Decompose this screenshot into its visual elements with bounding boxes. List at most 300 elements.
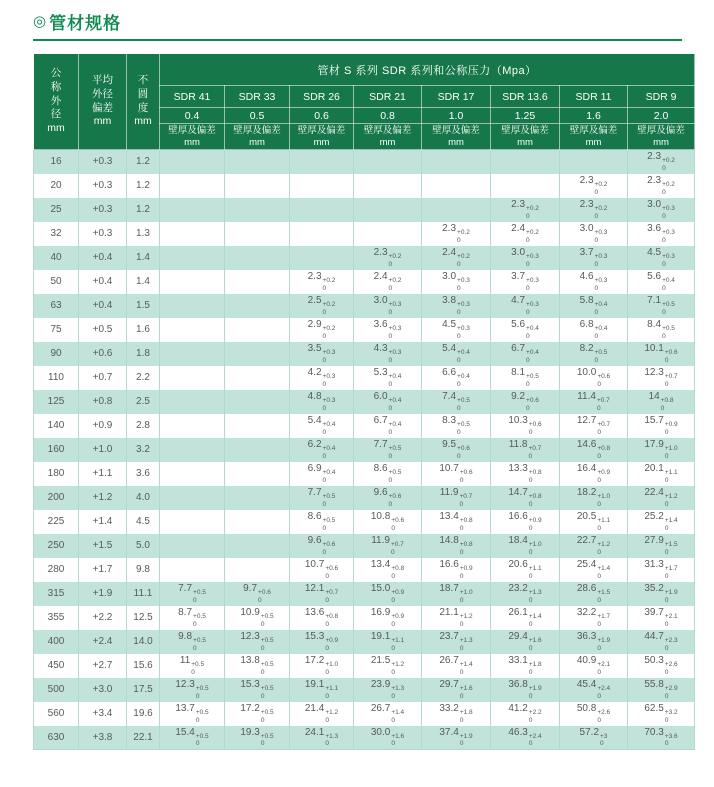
ovality-cell: 4.5 <box>127 510 160 534</box>
tolerance-stack <box>597 589 610 604</box>
wall-thickness-cell <box>354 534 422 558</box>
tolerance-lower: 0 <box>193 620 197 628</box>
tolerance-lower: 0 <box>325 596 329 604</box>
tolerance-lower: 0 <box>322 476 327 484</box>
wall-value: 2.3 <box>442 223 457 235</box>
tolerance-lower: 0 <box>600 740 604 748</box>
tolerance-stack <box>460 541 473 556</box>
tolerance-lower: 0 <box>528 452 533 460</box>
wall-thickness-cell <box>491 174 560 198</box>
tolerance-stack <box>595 277 608 292</box>
tolerance-upper: +0.6 <box>597 373 611 381</box>
wall-value: 9.6 <box>307 535 322 547</box>
tolerance-lower: 0 <box>457 404 461 412</box>
tolerance-upper: +0.2 <box>322 277 336 285</box>
tolerance-stack <box>457 253 470 268</box>
tolerance-stack <box>389 325 402 340</box>
tolerance-stack <box>323 541 336 556</box>
wall-thickness-cell <box>560 510 628 534</box>
tolerance-stack <box>665 541 678 556</box>
wall-value: 15.0 <box>370 583 391 595</box>
tolerance-stack <box>526 277 539 292</box>
tolerance-stack <box>391 589 404 604</box>
tolerance-lower: 0 <box>260 644 265 652</box>
wall-value: 13.4 <box>439 511 459 523</box>
tolerance-stack <box>526 253 539 268</box>
tolerance-upper: +1.7 <box>597 613 611 621</box>
wall-thickness-cell <box>160 702 225 726</box>
wall-thickness-cell <box>225 606 290 630</box>
deviation-cell: +1.9 <box>79 582 127 606</box>
tolerance-upper: +0.4 <box>322 469 336 477</box>
wall-thickness-cell <box>354 246 422 270</box>
dn-cell: 32 <box>34 222 79 246</box>
double-circle-bullet-icon: ◎ <box>33 12 47 30</box>
deviation-cell: +1.5 <box>79 534 127 558</box>
wall-value: 3.0 <box>511 247 526 259</box>
tolerance-stack <box>526 325 539 340</box>
wall-value: 2.3 <box>579 175 594 187</box>
tolerance-upper: +0.7 <box>664 373 678 381</box>
wall-thickness-cell <box>290 150 354 174</box>
tolerance-stack <box>325 709 338 724</box>
wall-thickness-cell <box>560 630 628 654</box>
wall-value: 3.0 <box>373 295 388 307</box>
wall-value: 15.3 <box>240 679 260 691</box>
wall-thickness-cell <box>354 726 422 750</box>
tolerance-upper: +2.6 <box>664 661 678 669</box>
wall-value: 7.1 <box>647 295 662 307</box>
tolerance-upper: +0.9 <box>528 517 542 525</box>
tolerance-upper: +0.3 <box>457 277 470 285</box>
wall-value: 19.3 <box>240 726 260 738</box>
tolerance-lower: 0 <box>597 548 601 556</box>
wall-thickness-cell <box>225 198 290 222</box>
tolerance-upper: +0.3 <box>662 229 675 237</box>
ovality-cell: 1.2 <box>127 174 160 198</box>
wall-value: 13.6 <box>304 607 325 619</box>
tolerance-lower: 0 <box>322 308 327 316</box>
wall-thickness-cell <box>491 486 560 510</box>
tolerance-lower: 0 <box>391 524 395 532</box>
wall-thickness-cell <box>290 438 354 462</box>
header-line: 壁厚及偏差 <box>297 124 346 136</box>
tolerance-upper: +0.2 <box>322 301 336 309</box>
tolerance-lower: 0 <box>597 380 601 388</box>
dn-cell: 280 <box>34 558 79 582</box>
table-row <box>34 174 695 198</box>
pressure-header: 2.0 <box>628 108 695 124</box>
wall-value: 15.4 <box>175 726 195 738</box>
header-line: mm <box>653 136 669 148</box>
tolerance-lower: 0 <box>459 548 464 556</box>
tolerance-lower: 0 <box>662 236 666 244</box>
ovality-cell: 2.5 <box>127 390 160 414</box>
dn-cell: 180 <box>34 462 79 486</box>
tolerance-upper: +0.7 <box>459 493 473 501</box>
tolerance-stack <box>665 445 678 460</box>
wall-value: 6.2 <box>307 439 322 451</box>
ovality-cell: 1.3 <box>127 222 160 246</box>
wall-thickness-cell <box>290 174 354 198</box>
tolerance-upper: +1.9 <box>597 637 611 645</box>
wall-thickness-cell <box>491 438 560 462</box>
tolerance-lower: 0 <box>597 692 601 700</box>
tolerance-stack <box>662 325 675 340</box>
wall-thickness-cell <box>560 606 628 630</box>
wall-value: 20.6 <box>508 559 528 571</box>
tolerance-upper: +1.6 <box>528 637 542 645</box>
wall-value: 17.9 <box>644 439 664 451</box>
tolerance-upper: +0.2 <box>594 205 608 213</box>
table-body <box>34 150 695 750</box>
tolerance-stack <box>261 733 274 748</box>
tolerance-upper: +1.3 <box>528 589 542 597</box>
wall-value: 6.7 <box>511 343 526 355</box>
wall-value: 7.4 <box>442 391 457 403</box>
wall-value: 14 <box>648 391 660 403</box>
tolerance-upper: +1.3 <box>325 732 339 740</box>
wall-value: 8.4 <box>647 319 662 331</box>
wall-thickness-cell <box>160 246 225 270</box>
tolerance-upper: +0.4 <box>594 325 608 333</box>
tolerance-upper: +0.2 <box>526 229 539 237</box>
tolerance-upper: +0.2 <box>322 325 336 333</box>
wall-value: 17.2 <box>304 655 325 667</box>
tolerance-upper: +0.2 <box>662 157 675 165</box>
wall-thickness-cell <box>422 150 491 174</box>
wall-thickness-cell <box>160 582 225 606</box>
tolerance-upper: +0.6 <box>457 445 470 453</box>
wall-value: 3.7 <box>511 271 526 283</box>
wall-thickness-cell <box>290 462 354 486</box>
tolerance-upper: +1.4 <box>597 565 611 573</box>
wall-thickness-cell <box>560 438 628 462</box>
wall-value: 27.9 <box>644 535 664 547</box>
table-row <box>34 150 695 174</box>
wall-value: 10.7 <box>439 463 459 475</box>
tolerance-stack <box>597 613 610 628</box>
ovality-cell: 1.2 <box>127 150 160 174</box>
tolerance-lower: 0 <box>322 380 327 388</box>
wall-thickness-cell <box>491 558 560 582</box>
wall-thickness-cell <box>354 438 422 462</box>
wall-thickness-cell <box>628 606 695 630</box>
tolerance-stack <box>261 637 274 652</box>
tolerance-upper: +0.8 <box>528 493 542 501</box>
wall-thickness-cell <box>560 558 628 582</box>
tolerance-stack <box>389 397 402 412</box>
tolerance-stack <box>529 469 542 484</box>
tolerance-upper: +1.8 <box>459 709 473 717</box>
tolerance-stack <box>597 373 610 388</box>
wall-value: 11.4 <box>577 391 596 403</box>
ovality-cell: 1.5 <box>127 294 160 318</box>
wall-thickness-cell <box>560 246 628 270</box>
tolerance-lower: 0 <box>662 188 666 196</box>
tolerance-stack <box>325 733 338 748</box>
tolerance-stack <box>457 301 470 316</box>
tolerance-upper: +1.2 <box>459 613 473 621</box>
tolerance-stack <box>323 373 336 388</box>
wall-value: 2.9 <box>307 319 322 331</box>
tolerance-stack <box>323 517 336 532</box>
tolerance-upper: +1.1 <box>664 469 678 477</box>
tolerance-lower: 0 <box>457 428 461 436</box>
wall-thickness-cell <box>290 198 354 222</box>
deviation-cell: +3.4 <box>79 702 127 726</box>
tolerance-stack <box>391 517 404 532</box>
wall-value: 50.8 <box>576 703 597 715</box>
wall-thickness-cell <box>160 294 225 318</box>
tolerance-lower: 0 <box>457 356 461 364</box>
wall-thickness-cell <box>290 534 354 558</box>
wall-thickness-cell <box>354 366 422 390</box>
wall-value: 8.1 <box>511 367 526 379</box>
wall-value: 7.7 <box>178 583 193 595</box>
tolerance-upper: +0.9 <box>597 469 611 477</box>
header-line: mm <box>249 136 265 148</box>
wall-thickness-cell <box>225 678 290 702</box>
tolerance-lower: 0 <box>597 644 601 652</box>
wall-thickness-cell <box>491 318 560 342</box>
tolerance-upper: +1.9 <box>528 685 542 693</box>
wall-thickness-cell <box>560 390 628 414</box>
header-line: 壁厚及偏差 <box>432 124 480 136</box>
deviation-cell: +0.6 <box>79 342 127 366</box>
tolerance-lower: 0 <box>459 476 464 484</box>
wall-value: 36.3 <box>576 631 597 643</box>
deviation-cell: +2.4 <box>79 630 127 654</box>
wall-thickness-cell <box>628 582 695 606</box>
sdr-name-header: SDR 21 <box>354 86 422 108</box>
wall-thickness-cell <box>422 462 491 486</box>
tolerance-stack <box>389 349 402 364</box>
tolerance-lower: 0 <box>459 524 464 532</box>
wall-thickness-cell <box>290 270 354 294</box>
tolerance-upper: +0.2 <box>457 229 470 237</box>
tolerance-upper: +0.8 <box>459 541 473 549</box>
wall-thickness-cell <box>422 414 491 438</box>
tolerance-lower: 0 <box>594 212 599 220</box>
wall-thickness-cell <box>560 462 628 486</box>
wall-value: 18.4 <box>508 535 528 547</box>
tolerance-stack <box>665 637 678 652</box>
wall-thickness-cell <box>491 534 560 558</box>
tolerance-upper: +0.4 <box>388 421 402 429</box>
tolerance-stack <box>662 253 675 268</box>
tolerance-lower: 0 <box>390 548 395 556</box>
wall-thickness-cell <box>422 318 491 342</box>
table-row <box>34 414 695 438</box>
tolerance-upper: +0.3 <box>594 253 608 261</box>
wall-thickness-cell <box>290 582 354 606</box>
tolerance-upper: +0.5 <box>260 637 274 645</box>
header-line: mm <box>184 136 200 148</box>
wall-value: 3.7 <box>579 247 594 259</box>
header-line: mm <box>313 136 330 148</box>
tolerance-upper: +2.2 <box>528 709 542 717</box>
wall-value: 5.4 <box>307 415 322 427</box>
wall-value: 13.3 <box>508 463 528 475</box>
ovality-cell: 2.8 <box>127 414 160 438</box>
tolerance-upper: +1.5 <box>597 589 611 597</box>
wall-value: 15.3 <box>304 631 325 643</box>
header-line: 度 <box>137 101 149 114</box>
tolerance-upper: +3 <box>600 732 608 740</box>
wall-thickness-cell <box>560 294 628 318</box>
dn-cell: 200 <box>34 486 79 510</box>
wall-value: 9.8 <box>178 631 193 643</box>
tolerance-lower: 0 <box>322 284 327 292</box>
table-row <box>34 654 695 678</box>
tolerance-lower: 0 <box>388 260 393 268</box>
wall-value: 4.6 <box>579 271 594 283</box>
tolerance-upper: +1.9 <box>664 589 678 597</box>
tolerance-upper: +0.2 <box>388 253 402 261</box>
dn-cell: 500 <box>34 678 79 702</box>
tolerance-upper: +0.5 <box>457 421 470 429</box>
wall-value: 32.2 <box>576 607 597 619</box>
tolerance-stack <box>529 709 542 724</box>
wall-value: 18.7 <box>439 583 459 595</box>
tolerance-lower: 0 <box>597 596 601 604</box>
wall-thickness-cell <box>422 390 491 414</box>
dn-cell: 75 <box>34 318 79 342</box>
wall-value: 44.7 <box>644 631 664 643</box>
wall-value: 6.6 <box>442 367 457 379</box>
tolerance-upper: +1.9 <box>459 732 473 740</box>
tolerance-stack <box>325 685 338 700</box>
wall-thickness-cell <box>422 726 491 750</box>
wall-value: 12.3 <box>175 679 195 691</box>
wall-thickness-cell <box>160 510 225 534</box>
tolerance-stack <box>665 349 678 364</box>
header-line: 外 <box>50 94 62 107</box>
tolerance-upper: +0.6 <box>258 589 271 597</box>
tolerance-upper: +0.3 <box>594 229 608 237</box>
tolerance-lower: 0 <box>528 716 533 724</box>
tolerance-upper: +0.5 <box>322 493 336 501</box>
pressure-header: 1.25 <box>491 108 560 124</box>
tolerance-upper: +1.6 <box>459 685 473 693</box>
wall-thickness-cell <box>491 462 560 486</box>
tolerance-stack <box>460 661 473 676</box>
tolerance-stack <box>457 421 470 436</box>
wall-thickness-cell <box>225 486 290 510</box>
wall-thickness-cell <box>491 606 560 630</box>
wall-value: 9.5 <box>442 439 457 451</box>
tolerance-stack <box>323 397 336 412</box>
ovality-cell: 1.6 <box>127 318 160 342</box>
tolerance-upper: +0.7 <box>528 445 542 453</box>
tolerance-stack <box>665 517 678 532</box>
tolerance-stack <box>191 661 204 676</box>
header-line: mm <box>47 121 65 134</box>
table-row <box>34 606 695 630</box>
wall-thickness-cell <box>225 174 290 198</box>
tolerance-upper: +0.5 <box>662 301 675 309</box>
wall-thickness-cell <box>422 654 491 678</box>
tolerance-lower: 0 <box>322 404 327 412</box>
wall-thickness-cell <box>628 174 695 198</box>
tolerance-upper: +0.9 <box>664 421 678 429</box>
wall-thickness-cell <box>354 270 422 294</box>
tolerance-upper: +0.3 <box>322 349 336 357</box>
tolerance-stack <box>597 709 610 724</box>
wall-value: 23.2 <box>508 583 528 595</box>
tolerance-lower: 0 <box>664 692 669 700</box>
tolerance-lower: 0 <box>528 524 533 532</box>
tolerance-stack <box>325 661 338 676</box>
table-row <box>34 222 695 246</box>
tolerance-stack <box>323 493 336 508</box>
dn-cell: 20 <box>34 174 79 198</box>
wall-thickness-cell <box>160 558 225 582</box>
pressure-header: 0.5 <box>225 108 290 124</box>
tolerance-stack <box>661 397 674 412</box>
wall-value: 9.7 <box>243 583 258 595</box>
tolerance-upper: +0.6 <box>322 541 336 549</box>
tolerance-lower: 0 <box>597 572 601 580</box>
sdr-name-header: SDR 33 <box>225 86 290 108</box>
tolerance-lower: 0 <box>459 740 464 748</box>
dn-cell: 630 <box>34 726 79 750</box>
tolerance-lower: 0 <box>662 260 666 268</box>
tolerance-stack <box>460 517 473 532</box>
tolerance-upper: +0.5 <box>594 349 608 357</box>
wall-thickness-cell <box>628 390 695 414</box>
tolerance-lower: 0 <box>664 428 669 436</box>
tolerance-upper: +0.4 <box>457 349 470 357</box>
wall-thickness-cell <box>628 318 695 342</box>
tolerance-lower: 0 <box>388 356 393 364</box>
wall-thickness-header <box>225 124 290 150</box>
wall-value: 25.2 <box>644 511 664 523</box>
tolerance-upper: +0.3 <box>594 277 608 285</box>
ovality-cell: 1.2 <box>127 198 160 222</box>
wall-value: 4.5 <box>442 319 457 331</box>
tolerance-lower: 0 <box>459 620 464 628</box>
tolerance-lower: 0 <box>664 476 669 484</box>
wall-value: 21.4 <box>304 703 325 715</box>
tolerance-lower: 0 <box>260 716 265 724</box>
wall-value: 12.3 <box>644 367 664 379</box>
wall-thickness-cell <box>354 150 422 174</box>
wall-thickness-cell <box>491 222 560 246</box>
tolerance-upper: +0.5 <box>260 613 274 621</box>
tolerance-upper: +0.2 <box>662 181 675 189</box>
wall-value: 10.1 <box>644 343 664 355</box>
tolerance-lower: 0 <box>325 740 329 748</box>
wall-thickness-cell <box>422 510 491 534</box>
tolerance-stack <box>389 253 402 268</box>
wall-value: 29.7 <box>439 679 459 691</box>
table-row <box>34 294 695 318</box>
wall-thickness-cell <box>560 342 628 366</box>
wall-value: 11.9 <box>439 487 459 499</box>
tolerance-upper: +0.5 <box>195 709 209 717</box>
deviation-cell: +0.4 <box>79 246 127 270</box>
wall-value: 19.1 <box>370 631 391 643</box>
ovality-cell: 17.5 <box>127 678 160 702</box>
dn-cell: 315 <box>34 582 79 606</box>
wall-value: 21.5 <box>370 655 391 667</box>
tolerance-lower: 0 <box>662 332 666 340</box>
tolerance-stack <box>665 469 678 484</box>
tolerance-lower: 0 <box>664 452 669 460</box>
tolerance-lower: 0 <box>594 356 599 364</box>
